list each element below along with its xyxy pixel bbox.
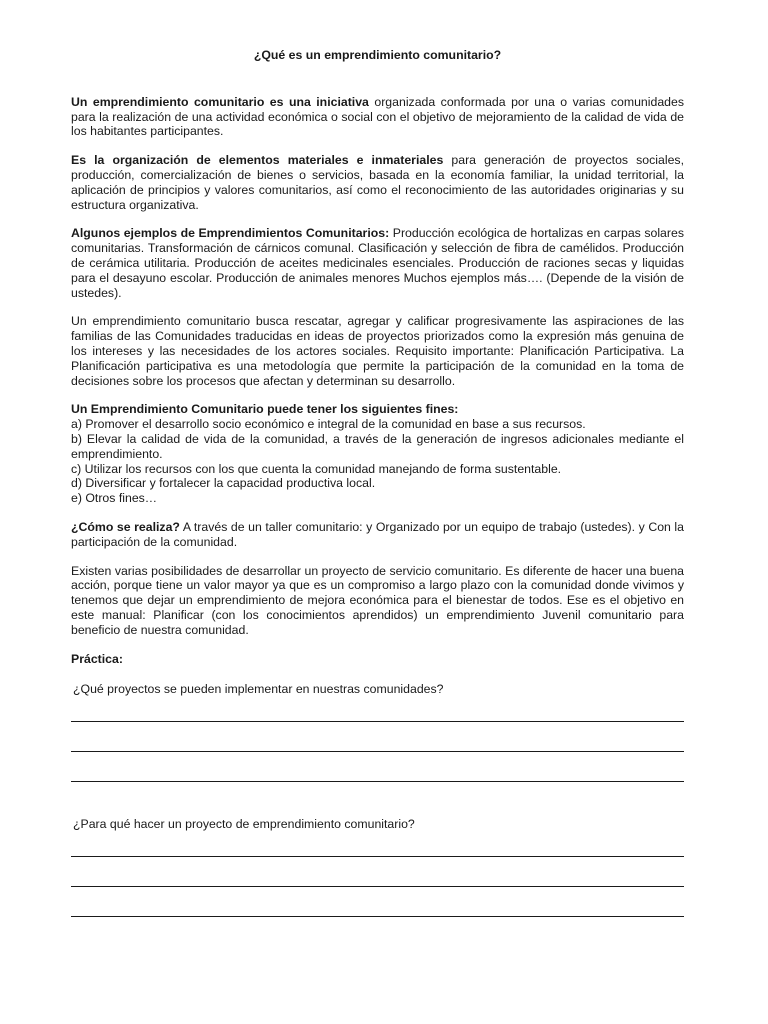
paragraph-organization-text: para generación de proyectos sociales, producción, comercialización de bienes o servicios, basada en la economía familiar, la unidad territorial, la aplicación de principios y valores comunitarios, así como el reconocimiento de las autoridades originarias y su estructura organizativa. — [71, 153, 684, 212]
document-title: ¿Qué es un emprendimiento comunitario? — [253, 48, 502, 62]
fines-item-d: d) Diversificar y fortalecer la capacidad productiva local. — [71, 476, 376, 491]
paragraph-participatory-planning: Un emprendimiento comunitario busca rescatar, agregar y calificar progresivamente las aspiraciones de las familias de las Comunidades traducidas en ideas de proyectos priorizados como la expresión más genuina de los intereses y las necesidades de los actores sociales. Requisito importante: Planificación Participativa. La Planificación participativa es una metodología que permite la participación de la comunidad en la toma de decisiones sobre los procesos que afectan y determinan su desarrollo. — [71, 314, 684, 388]
fines-heading: Un Emprendimiento Comunitario puede tener los siguientes fines: — [71, 402, 459, 417]
practice-question-2: ¿Para qué hacer un proyecto de emprendimiento comunitario? — [73, 817, 415, 832]
practice-label: Práctica: — [71, 651, 123, 666]
paragraph-examples — [71, 226, 684, 300]
answer-line[interactable] — [71, 916, 684, 917]
paragraph-how-bold: ¿Cómo se realiza? — [71, 519, 180, 534]
fines-item-e: e) Otros fines… — [71, 491, 158, 506]
paragraph-examples-bold: Algunos ejemplos de Emprendimientos Comunitarios: — [71, 226, 390, 241]
paragraph-definition-text: organizada conformada por una o varias comunidades para la realización de una actividad económica o social con el objetivo de mejoramiento de la calidad de vida de los habitantes participantes. — [71, 94, 685, 139]
paragraph-how — [71, 520, 684, 550]
fines-item-b: b) Elevar la calidad de vida de la comunidad, a través de la generación de ingresos adicionales mediante el emprendimiento. — [71, 431, 684, 461]
paragraph-organization — [71, 153, 684, 212]
paragraph-definition — [71, 95, 684, 139]
paragraph-how-text: A través de un taller comunitario: y Organizado por un equipo de trabajo (ustedes). y Con la participación de la comunidad. — [71, 519, 685, 549]
practice-question-1: ¿Qué proyectos se pueden implementar en nuestras comunidades? — [73, 682, 444, 697]
fines-section — [71, 402, 684, 506]
paragraph-examples-text: Producción ecológica de hortalizas en carpas solares comunitarias. Transformación de cárnicos comunal. Clasificación y selección de fibra de camélidos. Producción de cerámica utilitaria. Producción de aceites medicinales esenciales. Producción de raciones secas y liquidas para el desayuno escolar. Producción de animales menores Muchos ejemplos más…. (Depende de la visión de ustedes). — [71, 226, 684, 300]
paragraph-definition-bold: Un emprendimiento comunitario es una iniciativa — [71, 94, 369, 109]
paragraph-organization-bold: Es la organización de elementos materiales e inmateriales — [71, 153, 444, 168]
fines-item-c: c) Utilizar los recursos con los que cuenta la comunidad manejando de forma sustentable. — [71, 461, 562, 476]
paragraph-possibilities: Existen varias posibilidades de desarrollar un proyecto de servicio comunitario. Es diferente de hacer una buena acción, porque tiene un valor mayor ya que es un compromiso a largo plazo con la comunidad donde vivimos y tenemos que dejar un emprendimiento de mejora económica para el bienestar de todos. Ese es el objetivo en este manual: Planificar (con los conocimientos aprendidos) un emprendimiento Juvenil comunitario para beneficio de nuestra comunidad. — [71, 563, 684, 637]
fines-item-a: a) Promover el desarrollo socio económico e integral de la comunidad en base a sus recursos. — [71, 417, 586, 432]
